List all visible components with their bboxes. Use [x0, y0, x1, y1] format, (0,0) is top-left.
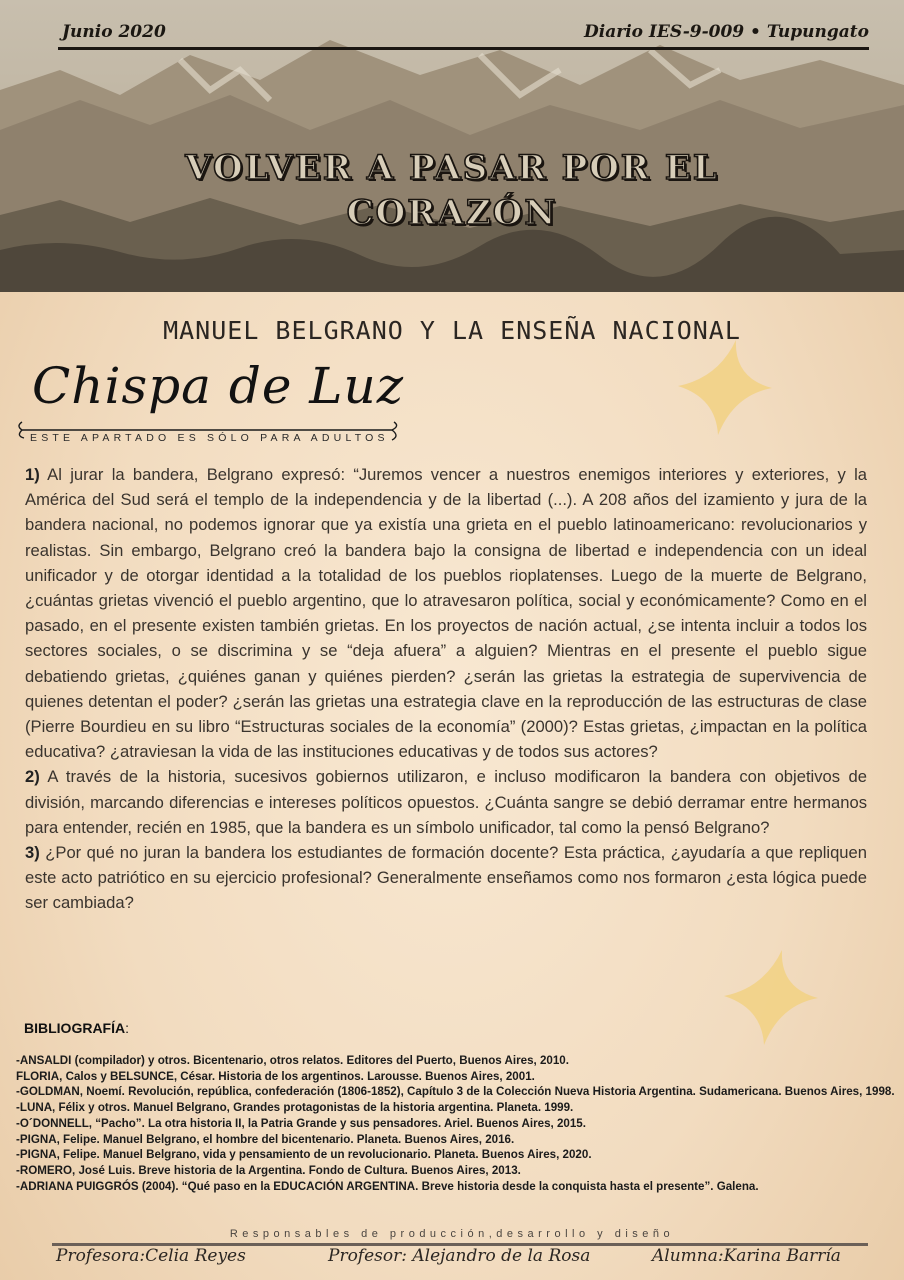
paragraph-2	[25, 764, 867, 840]
signature-teacher-1: Profesora:Celia Reyes	[56, 1246, 246, 1266]
section-tagline: ESTE APARTADO ES SÓLO PARA ADULTOS	[30, 432, 389, 444]
bibliography-entry: -ADRIANA PUIGGRÓS (2004). “Qué paso en la EDUCACIÓN ARGENTINA. Breve historia desde la conquista hasta el presente”. Galena.	[16, 1179, 759, 1193]
bibliography-colon: :	[125, 1020, 129, 1036]
bibliography-heading	[24, 1020, 129, 1036]
production-credits: Responsables de producción,desarrollo y diseño	[229, 1228, 675, 1240]
page-title	[0, 146, 904, 236]
header-banner	[0, 0, 904, 292]
bibliography-entry: -LUNA, Félix y otros. Manuel Belgrano, Grandes protagonistas de la historia argentina. Planeta. 1999.	[16, 1101, 574, 1115]
bibliography-entry: FLORIA, Calos y BELSUNCE, César. Historia de los argentinos. Larousse. Buenos Aires, 2001.	[16, 1069, 535, 1083]
publication-name: Diario IES-9-009 • Tupungato	[584, 22, 869, 42]
bibliography-title: BIBLIOGRAFÍA	[24, 1020, 126, 1036]
paragraph-number: 2)	[25, 767, 40, 787]
sparkle-star-icon	[676, 340, 776, 435]
signature-teacher-2: Profesor: Alejandro de la Rosa	[328, 1246, 591, 1266]
signature-student: Alumna:Karina Barría	[652, 1246, 841, 1266]
paragraph-text: ¿Por qué no juran la bandera los estudiantes de formación docente? Esta práctica, ¿ayudaría a que repliquen este acto patriótico en su ejercicio profesional? Generalmente enseñamos como nos formaron ¿esta lógica puede ser cambiada?	[25, 843, 867, 913]
bibliography-entry: -ROMERO, José Luis. Breve historia de la Argentina. Fondo de Cultura. Buenos Aires, 2013.	[16, 1163, 521, 1177]
article-subtitle: MANUEL BELGRANO Y LA ENSEÑA NACIONAL	[163, 316, 741, 345]
paragraph-1	[25, 462, 867, 764]
bibliography-entry: -PIGNA, Felipe. Manuel Belgrano, vida y pensamiento de un revolucionario. Planeta. Buenos Aires, 2020.	[16, 1148, 592, 1162]
paragraph-text: Al jurar la bandera, Belgrano expresó: “Juremos vencer a nuestros enemigos interiores y exteriores, y la América del Sud será el templo de la independencia y de la libertad (...). A 208 años del izamiento y jura de la bandera nacional, no podemos ignorar que ya existía una grieta en el pueblo latinoamericano: revolucionarios y realistas. Sin embargo, Belgrano creó la bandera bajo la consigna de libertad e independencia con un ideal unificador y de otorgar identidad a la totalidad de los pueblos rioplatenses. Luego de la muerte de Belgrano, ¿cuántas grietas vivenció el pueblo argentino, que lo atravesaron política, social y económicamente? Como en el pasado, en el presente existen también grietas. En los proyectos de nación actual, ¿se intenta incluir a todos los sectores sociales, o se discrimina y se “deja afuera” a alguien? Mientras en el presente el pueblo sigue debatiendo grietas, ¿quiénes ganan y quiénes pierden? ¿serán las grietas la estrategia de supervivencia de quienes detentan el poder? ¿serán las grietas una estrategia clave en la reproducción de las estructuras de clase (Pierre Bourdieu en su libro “Estructuras sociales de la economía” (2000)? Estas grietas, ¿impactan en la política educativa? ¿atraviesan la vida de las instituciones educativas y de todos sus actores?	[25, 465, 867, 762]
bibliography-entry: -ANSALDI (compilador) y otros. Bicentenario, otros relatos. Editores del Puerto, Buenos Aires, 2010.	[16, 1054, 569, 1067]
section-name: Chispa de Luz	[32, 357, 405, 415]
header-divider	[58, 47, 869, 50]
paragraph-text: A través de la historia, sucesivos gobiernos utilizaron, e incluso modificaron la bandera con objetivos de división, marcando diferencias e intereses políticos opuestos. ¿Cuánta sangre se debió derramar entre hermanos para entender, recién en 1985, que la bandera es un símbolo unificador, tal como la pensó Belgrano?	[25, 767, 867, 837]
article-body	[25, 462, 867, 916]
bibliography-entry: -GOLDMAN, Noemí. Revolución, república, confederación (1806-1852), Capítulo 3 de la Colección Nueva Historia Argentina. Sudamericana. Buenos Aires, 1998.	[16, 1085, 895, 1099]
title-line-1: VOLVER A PASAR POR EL	[185, 148, 719, 188]
bibliography-list	[16, 1053, 896, 1194]
sparkle-star-icon-2	[722, 950, 822, 1045]
issue-date: Junio 2020	[62, 22, 166, 42]
paragraph-number: 3)	[25, 843, 40, 863]
bibliography-entry: -O´DONNELL, “Pacho”. La otra historia II, la Patria Grande y sus pensadores. Ariel. Buenos Aires, 2015.	[16, 1116, 586, 1130]
paragraph-number: 1)	[25, 465, 40, 484]
title-line-2: CORAZÓN	[346, 193, 558, 233]
paragraph-3	[25, 840, 867, 916]
bibliography-entry: -PIGNA, Felipe. Manuel Belgrano, el hombre del bicentenario. Planeta. Buenos Aires, 2016.	[16, 1132, 515, 1146]
